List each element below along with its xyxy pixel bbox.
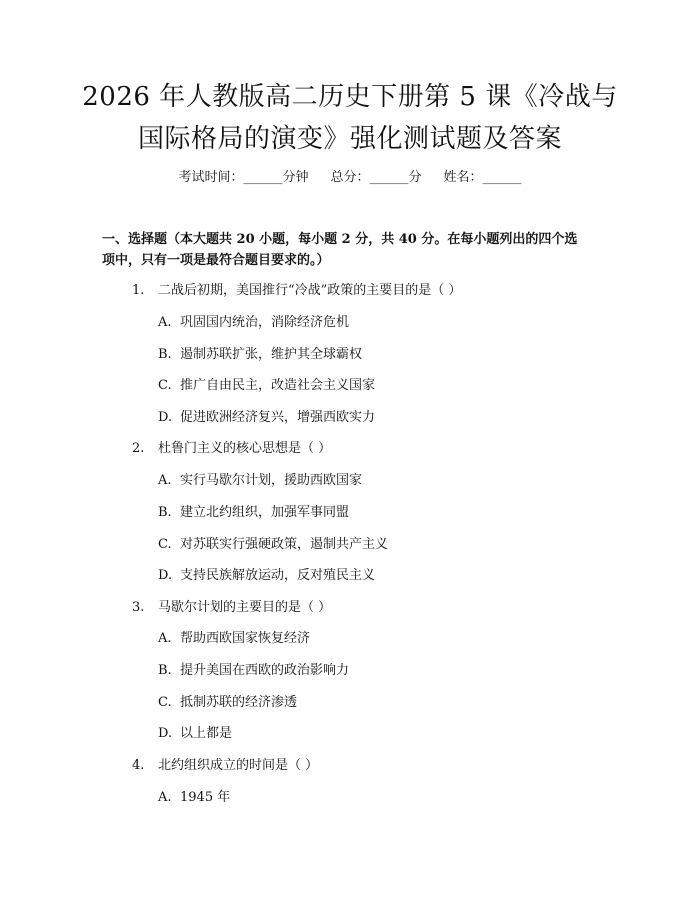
question-number: 1. — [132, 283, 145, 298]
question-text: 杜鲁门主义的核心思想是（ ） — [158, 441, 332, 456]
section-heading-line-1: 一、选择题（本大题共 20 小题，每小题 2 分，共 40 分。在每小题列出的四个选 — [102, 232, 578, 247]
exam-time-field: 考试时间：______分钟 — [178, 170, 309, 185]
option-text: 巩固国内统治，消除经济危机 — [180, 315, 350, 330]
option-letter: C. — [158, 537, 172, 552]
question-number: 2. — [132, 441, 145, 456]
option-letter: A. — [158, 315, 172, 330]
exam-info — [0, 168, 700, 188]
question-text: 二战后初期，美国推行“冷战”政策的主要目的是（ ） — [158, 283, 462, 298]
question-number: 3. — [132, 600, 145, 615]
question-1-option-d — [158, 408, 375, 428]
question-text: 北约组织成立的时间是（ ） — [158, 758, 319, 773]
student-name-field: 姓名：______ — [443, 170, 522, 185]
question-1-option-a — [158, 313, 349, 333]
option-text: 1945 年 — [180, 790, 231, 805]
question-number: 4. — [132, 758, 145, 773]
question-4-option-a — [158, 788, 230, 808]
option-text: 对苏联实行强硬政策，遏制共产主义 — [180, 537, 389, 552]
option-letter: B. — [158, 505, 172, 520]
question-2-option-a — [158, 471, 362, 491]
option-letter: C. — [158, 378, 172, 393]
question-4 — [132, 756, 318, 776]
question-2-option-d — [158, 566, 375, 586]
option-letter: C. — [158, 695, 172, 710]
question-2-option-b — [158, 503, 349, 523]
question-3-option-b — [158, 661, 349, 681]
option-letter: D. — [158, 568, 173, 583]
question-text: 马歇尔计划的主要目的是（ ） — [158, 600, 332, 615]
option-text: 推广自由民主，改造社会主义国家 — [180, 378, 376, 393]
option-letter: B. — [158, 663, 172, 678]
question-2 — [132, 439, 331, 459]
option-text: 支持民族解放运动，反对殖民主义 — [180, 568, 376, 583]
option-text: 建立北约组织，加强军事同盟 — [180, 505, 350, 520]
question-1-option-c — [158, 376, 375, 396]
option-text: 抵制苏联的经济渗透 — [180, 695, 298, 710]
question-3-option-a — [158, 629, 310, 649]
question-3-option-c — [158, 693, 297, 713]
option-letter: D. — [158, 726, 173, 741]
option-text: 提升美国在西欧的政治影响力 — [180, 663, 350, 678]
document-title-line-1: 2026 年人教版高二历史下册第 5 课《冷战与 — [82, 82, 618, 112]
option-text: 实行马歇尔计划，援助西欧国家 — [180, 473, 363, 488]
option-letter: A. — [158, 631, 172, 646]
question-1-option-b — [158, 345, 362, 365]
total-score-field: 总分：______分 — [330, 170, 422, 185]
option-letter: D. — [158, 410, 173, 425]
option-text: 遏制苏联扩张，维护其全球霸权 — [180, 347, 363, 362]
option-letter: B. — [158, 347, 172, 362]
question-2-option-c — [158, 535, 388, 555]
document-title-line-2: 国际格局的演变》强化测试题及答案 — [137, 124, 562, 154]
option-letter: A. — [158, 790, 172, 805]
option-letter: A. — [158, 473, 172, 488]
question-1 — [132, 281, 461, 301]
option-text: 帮助西欧国家恢复经济 — [180, 631, 311, 646]
question-3-option-d — [158, 724, 232, 744]
option-text: 以上都是 — [180, 726, 233, 741]
option-text: 促进欧洲经济复兴，增强西欧实力 — [180, 410, 376, 425]
question-3 — [132, 598, 331, 618]
section-heading-line-2: 项中，只有一项是最符合题目要求的。） — [102, 253, 330, 268]
